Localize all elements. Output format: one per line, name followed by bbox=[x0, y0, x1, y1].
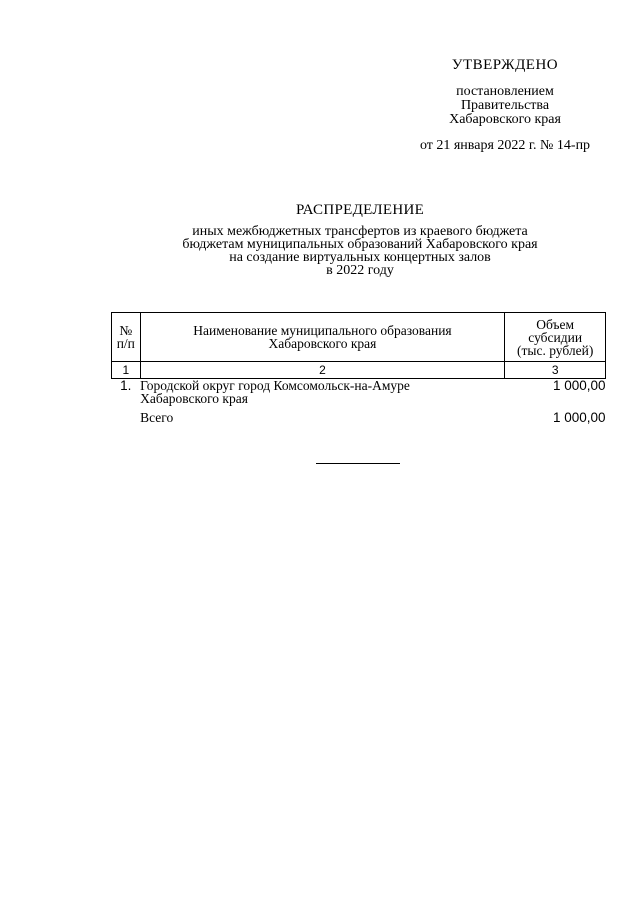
approval-date: от 21 января 2022 г. № 14-пр bbox=[419, 138, 591, 153]
table-row bbox=[112, 379, 606, 406]
column-number-3: 3 bbox=[505, 362, 606, 379]
approval-stamp bbox=[400, 58, 610, 153]
row-amount: 1 000,00 bbox=[552, 378, 606, 393]
heading-line-1: иных межбюджетных трансфертов из краевого бюджета bbox=[192, 224, 528, 239]
document-heading bbox=[140, 204, 580, 277]
column-number-row bbox=[112, 362, 606, 379]
approval-title: УТВЕРЖДЕНО bbox=[451, 57, 559, 73]
row-number: 1. bbox=[120, 378, 132, 393]
document-title: РАСПРЕДЕЛЕНИЕ bbox=[295, 202, 425, 218]
header-number: № п/п bbox=[112, 313, 141, 362]
distribution-table bbox=[111, 312, 606, 424]
total-amount: 1 000,00 bbox=[552, 410, 606, 425]
column-number-1: 1 bbox=[112, 362, 141, 379]
approval-line-2: Правительства bbox=[460, 98, 550, 113]
end-divider bbox=[316, 463, 400, 464]
table-header-row bbox=[112, 313, 606, 362]
row-municipality: Городской округ город Комсомольск-на-Амуре Хабаровского края bbox=[140, 378, 410, 406]
heading-line-4: в 2022 году bbox=[326, 263, 394, 278]
total-row bbox=[112, 405, 606, 424]
header-amount: Объем субсидии (тыс. рублей) bbox=[505, 313, 606, 362]
heading-line-2: бюджетам муниципальных образований Хабаровского края bbox=[182, 237, 538, 252]
column-number-2: 2 bbox=[140, 362, 505, 379]
heading-line-3: на создание виртуальных концертных залов bbox=[229, 250, 491, 265]
header-municipality: Наименование муниципального образования Хабаровского края bbox=[140, 313, 505, 362]
approval-line-1: постановлением bbox=[456, 84, 554, 99]
total-label: Всего bbox=[140, 410, 174, 425]
approval-line-3: Хабаровского края bbox=[449, 112, 561, 127]
